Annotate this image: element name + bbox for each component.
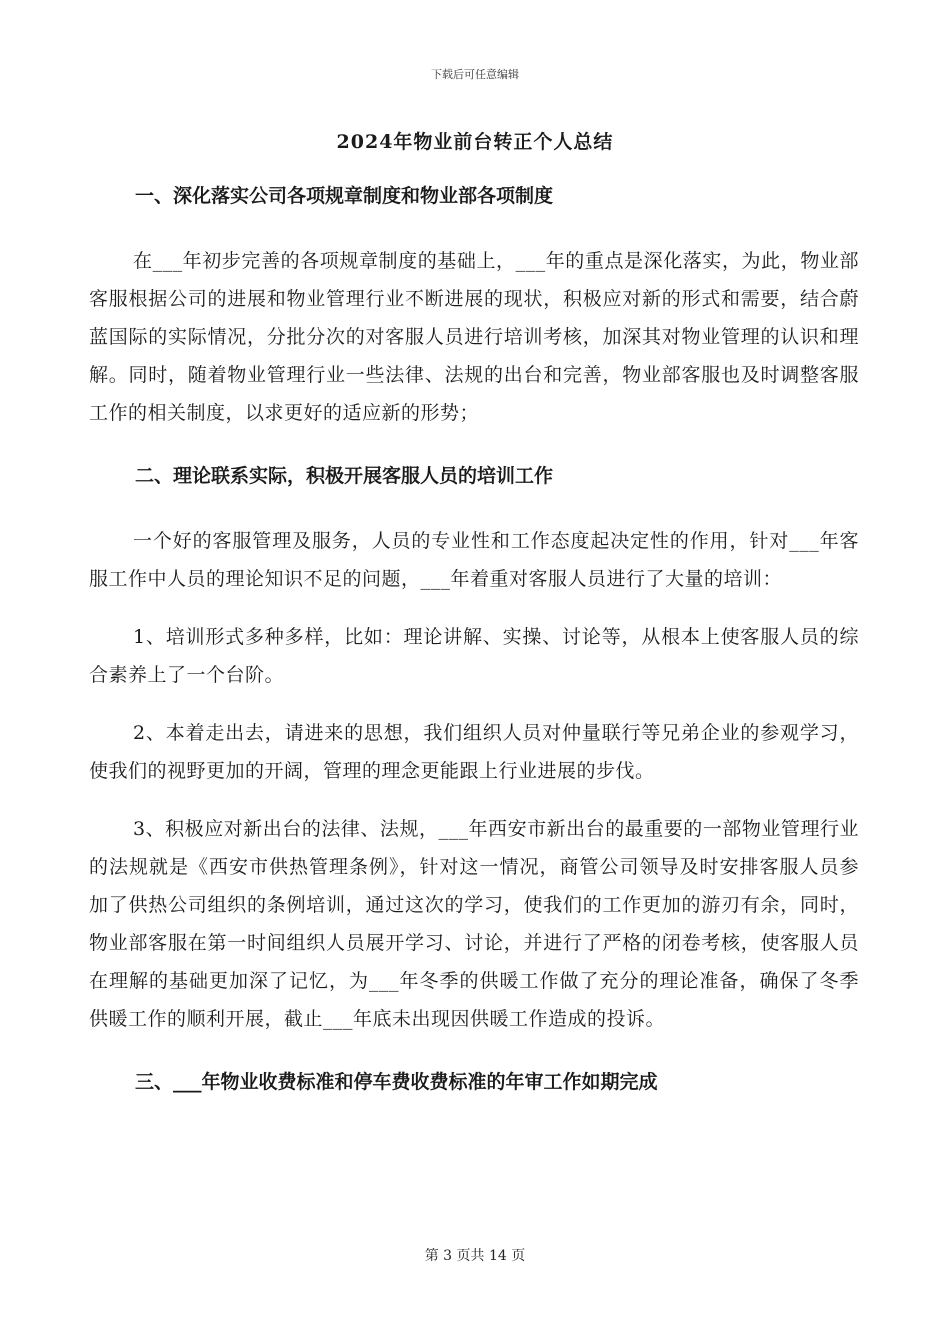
document-body xyxy=(89,180,859,1128)
section-heading: 一、深化落实公司各项规章制度和物业部各项制度 xyxy=(135,185,554,207)
header-note: 下载后可任意编辑 xyxy=(431,68,519,81)
paragraph: 1、培训形式多种多样，比如：理论讲解、实操、讨论等，从根本上使客服人员的综合素养上了一个台阶。 xyxy=(89,626,859,686)
paragraph: 3、积极应对新出台的法律、法规，___年西安市新出台的最重要的一部物业管理行业的法规就是《西安市供热管理条例》，针对这一情况，商管公司领导及时安排客服人员参加了供热公司组织的条例培训，通过这次的学习，使我们的工作更加的游刃有余，同时，物业部客服在第一时间组织人员展开学习、讨论，并进行了严格的闭卷考核，使客服人员在理解的基础更加深了记忆，为___年冬季的供暖工作做了充分的理论准备，确保了冬季供暖工作的顺利开展，截止___年底未出现因供暖工作造成的投诉。 xyxy=(89,818,859,1030)
paragraph: 2、本着走出去，请进来的思想，我们组织人员对仲量联行等兄弟企业的参观学习，使我们的视野更加的开阔，管理的理念更能跟上行业进展的步伐。 xyxy=(89,722,859,782)
page-number: 第 3 页共 14 页 xyxy=(424,1248,526,1264)
section-heading: 三、___年物业收费标准和停车费收费标准的年审工作如期完成 xyxy=(135,1071,658,1093)
section-heading: 二、理论联系实际，积极开展客服人员的培训工作 xyxy=(135,465,554,487)
paragraph: 在___年初步完善的各项规章制度的基础上，___年的重点是深化落实，为此，物业部客服根据公司的进展和物业管理行业不断进展的现状，积极应对新的形式和需要，结合蔚蓝国际的实际情况，分批分次的对客服人员进行培训考核，加深其对物业管理的认识和理解。同时，随着物业管理行业一些法律、法规的出台和完善，物业部客服也及时调整客服工作的相关制度，以求更好的适应新的形势； xyxy=(89,250,859,424)
paragraph: 一个好的客服管理及服务，人员的专业性和工作态度起决定性的作用，针对___年客服工作中人员的理论知识不足的问题，___年着重对客服人员进行了大量的培训： xyxy=(89,530,859,590)
document-title: 2024年物业前台转正个人总结 xyxy=(336,131,614,153)
